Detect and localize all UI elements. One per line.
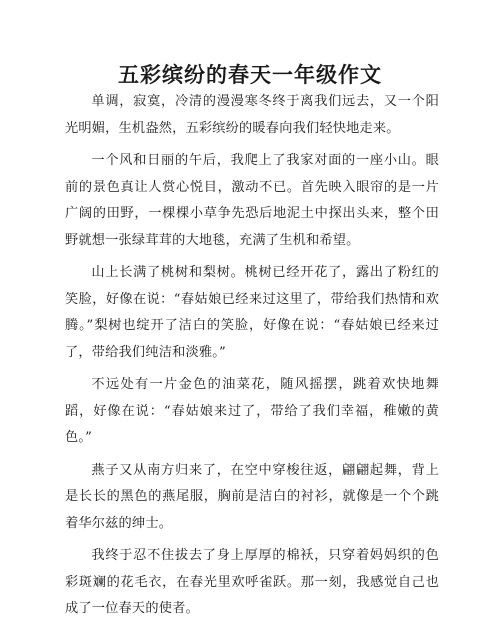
paragraph-3: 山上长满了桃树和梨树。桃树已经开花了，露出了粉红的笑脸，好像在说：“春姑娘已经来过这里了，带给我们热情和欢腾。”梨树也绽开了洁白的笑脸，好像在说：“春姑娘已经来过了，带给我们纯洁和淡雅。”: [65, 265, 439, 360]
paragraph-6: 我终于忍不住拔去了身上厚厚的棉袄，只穿着妈妈织的色彩斑斓的花毛衣，在春光里欢呼雀跃。那一刻，我感觉自己也成了一位春天的使者。: [65, 548, 439, 616]
paragraph-2: 一个风和日丽的午后，我爬上了我家对面的一座小山。眼前的景色真让人赏心悦目，激动不已。首先映入眼帘的是一片广阔的田野，一棵棵小草争先恐后地泥土中探出头来，整个田野就想一张绿茸茸的大地毯，充满了生机和希望。: [65, 153, 439, 248]
paragraph-5: 燕子又从南方归来了，在空中穿梭往返，翩翩起舞，背上是长长的黑色的燕尾服，胸前是洁白的衬衫，就像是一个个跳着华尔兹的绅士。: [65, 462, 439, 531]
document-body: [65, 89, 439, 629]
document-title: 五彩缤纷的春天一年级作文: [118, 62, 382, 87]
paragraph-1: 单调，寂寞，冷清的漫漫寒冬终于离我们远去，又一个阳光明媚，生机盎然，五彩缤纷的暖春向我们轻快地走来。: [65, 94, 439, 136]
paragraph-4: 不远处有一片金色的油菜花，随风摇摆，跳着欢快地舞蹈，好像在说：“春姑娘来过了，带给了我们幸福，稚嫩的黄色。”: [65, 377, 439, 445]
